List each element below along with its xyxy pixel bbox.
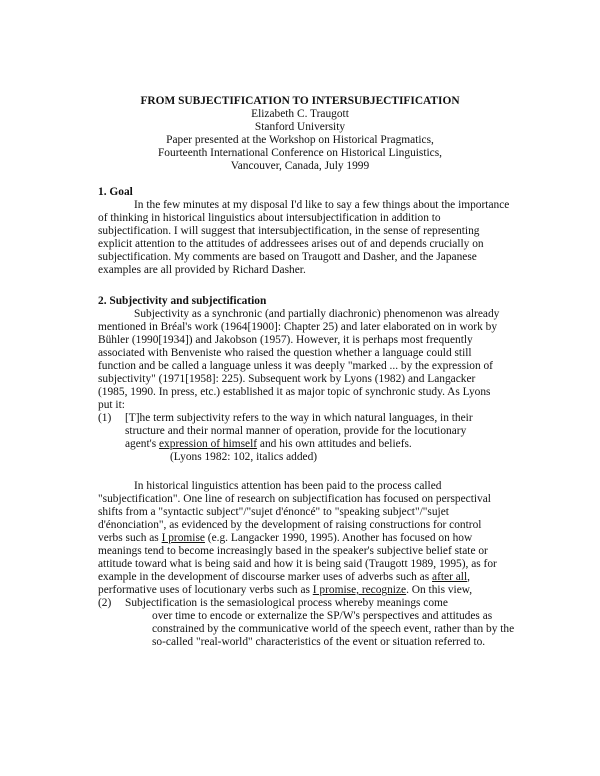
para2-text: verbs such as: [98, 532, 162, 544]
section-2-para2-line: shifts from a "syntactic subject"/"sujet d'énoncé" to "speaking subject"/"sujet: [98, 506, 449, 518]
para2-emphasis: I promise: [161, 532, 205, 544]
example-1-number: (1): [98, 412, 112, 424]
venue-line-2: Fourteenth International Conference on Historical Linguistics,: [157, 147, 443, 159]
para2-text: ,: [467, 571, 470, 583]
para2-text: (e.g. Langacker 1990, 1995). Another has focused on how: [204, 532, 473, 544]
example-1-text: agent's: [125, 438, 159, 450]
section-2-para1-line: associated with Benveniste who raised the question whether a language could still: [98, 347, 472, 359]
example-1-line: structure and their normal manner of operation, provide for the locutionary: [125, 425, 467, 437]
venue-line-3: Vancouver, Canada, July 1999: [230, 160, 370, 172]
venue-line-1: Paper presented at the Workshop on Historical Pragmatics,: [166, 134, 434, 146]
section-1-heading: 1. Goal: [98, 186, 133, 198]
section-2-para1-line: mentioned in Bréal's work (1964[1900]: Chapter 25) and later elaborated on in work by: [98, 321, 498, 333]
affiliation: Stanford University: [254, 121, 346, 133]
section-1-line: subjectification. My comments are based on Traugott and Dasher, and the Japanese: [98, 251, 477, 263]
example-2-line: over time to encode or externalize the SP/W's perspectives and attitudes as: [152, 610, 493, 622]
section-2-para2-line: "subjectification". One line of research on subjectification has focused on perspectival: [98, 493, 491, 505]
section-2-para1-line: (1985, 1990. In press, etc.) established it as major topic of synchronic study. As Lyons: [98, 386, 491, 398]
section-2-para2-line: [98, 571, 470, 584]
example-2-line: so-called "real-world" characteristics of the event or situation referred to.: [152, 636, 486, 648]
para2-text: example in the development of discourse marker uses of adverbs such as: [98, 571, 433, 583]
para2-emphasis: I promise, recognize: [312, 584, 407, 596]
section-2-para2-line: d'énonciation", as evidenced by the development of raising constructions for control: [98, 519, 482, 531]
section-1-line: In the few minutes at my disposal I'd like to say a few things about the importance: [134, 199, 510, 211]
para2-emphasis: after all: [432, 571, 468, 583]
example-1-emphasis: expression of himself: [159, 438, 258, 450]
section-2-heading: 2. Subjectivity and subjectification: [98, 295, 267, 307]
paper-title: FROM SUBJECTIFICATION TO INTERSUBJECTIFICATION: [140, 95, 460, 107]
example-1-line: [T]he term subjectivity refers to the way in which natural languages, in their: [125, 412, 473, 424]
example-2-number: (2): [98, 597, 112, 609]
section-1-line: explicit attention to the attitudes of addressees arises out of and depends crucially on: [98, 238, 484, 250]
section-2-para1-line: function and be called a language unless it was deeply "marked ... by the expression of: [98, 360, 493, 372]
section-2-para1-line: Bühler (1990[1934]) and Jakobson (1957). However, it is perhaps most frequently: [98, 334, 473, 346]
example-1-text: and his own attitudes and beliefs.: [257, 438, 412, 450]
example-1-citation: (Lyons 1982: 102, italics added): [170, 451, 318, 463]
example-1-line: [125, 438, 412, 451]
author-name: Elizabeth C. Traugott: [251, 108, 349, 120]
section-2-para2-line: meanings tend to become increasingly based in the speaker's subjective belief state or: [98, 545, 488, 557]
section-2-para1-line: subjectivity" (1971[1958]: 225). Subsequent work by Lyons (1982) and Langacker: [98, 373, 476, 385]
example-2-line: Subjectification is the semasiological process whereby meanings come: [125, 597, 448, 609]
section-2-para2-line: attitude toward what is being said and how it is being said (Traugott 1989, 1995), as for: [98, 558, 497, 570]
section-2-para1-line: put it:: [98, 399, 125, 411]
section-1-line: subjectification. I will suggest that intersubjectification, in the sense of representing: [98, 225, 480, 237]
section-1-line: of thinking in historical linguistics about intersubjectification in addition to: [98, 212, 441, 224]
para2-text: . On this view,: [406, 584, 473, 596]
para2-text: performative uses of locutionary verbs such as: [98, 584, 313, 596]
section-1-line: examples are all provided by Richard Dasher.: [98, 264, 306, 276]
example-2-line: constrained by the communicative world of the speech event, rather than by the: [152, 623, 515, 635]
section-2-para2-line: [98, 532, 472, 545]
section-2-para2-line: In historical linguistics attention has been paid to the process called: [134, 480, 442, 492]
section-2-para2-line: [98, 584, 472, 597]
section-2-para1-line: Subjectivity as a synchronic (and partially diachronic) phenomenon was already: [134, 308, 500, 320]
